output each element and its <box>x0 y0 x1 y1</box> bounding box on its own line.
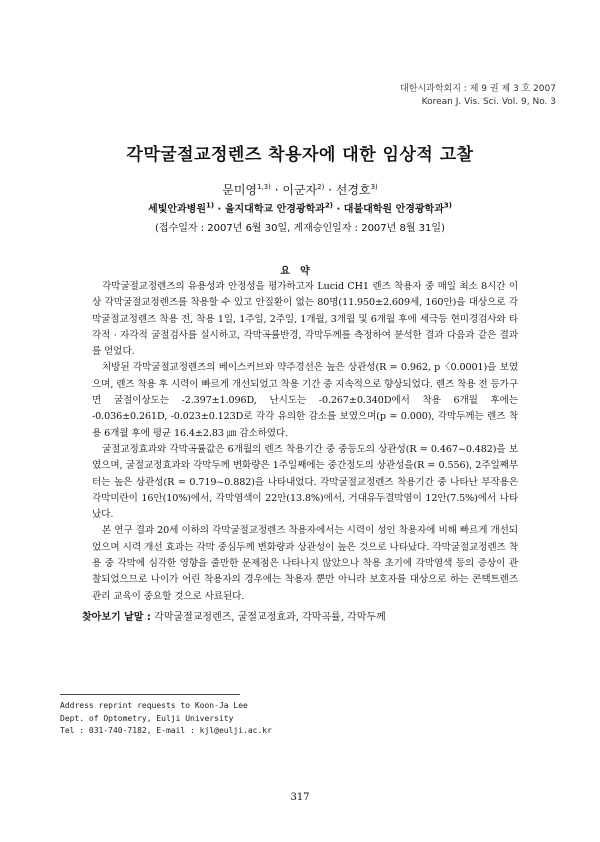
keywords-items: 각막굴절교정렌즈, 굴절교정효과, 각막곡률, 각막두께 <box>154 612 386 623</box>
journal-korean-line: 대한시과학회지 : 제 9 권 제 3 호 2007 <box>400 84 556 94</box>
abstract-heading: 요약 <box>280 266 320 277</box>
abstract-paragraph: 본 연구 결과 20세 이하의 각막굴절교정렌즈 착용자에서는 시력이 성인 착용자에 비해 빠르게 개선되었으며 시력 개선 효과는 각막 중심두께 변화량과 상관성이 높은 것으로 나타났다. 각막굴절교정렌즈 착용 중 각막에 심각한 영향을 줄만한 문제점은 나타나지 않았으나 착용 초기에 각막염색 등의 증상이 관찰되었으므로 나이가 어린 착용자의 경우에는 착용자 뿐만 아니라 보호자를 대상으로 하는 콘택트렌즈 관리 교육이 중요할 것으로 사료된다. <box>92 525 518 602</box>
affiliation-mark: 2) <box>324 201 334 210</box>
page-number: 317 <box>290 792 310 803</box>
keywords-label: 찾아보기 낱말 : <box>82 612 151 623</box>
author-affiliation-mark: 3) <box>370 183 378 191</box>
reprint-footnote <box>60 700 272 738</box>
abstract-paragraph: 각막굴절교정렌즈의 유용성과 안정성을 평가하고자 Lucid CH1 렌즈 착용자 중 매일 최소 8시간 이상 각막굴절교정렌즈를 착용할 수 있고 안질환이 없는 80명(11.950±2.609세, 160안)을 대상으로 각막굴절교정렌즈 착용 전, 착용 1일, 1주일, 2주일, 1개월, 3개월 및 6개월 후에 세극등 현미경검사와 타각적 · 자각적 굴절검사를 실시하고, 각막곡률반경, 각막두께를 측정하여 분석한 결과 다음과 같은 결과를 얻었다. <box>92 281 518 358</box>
journal-header <box>400 83 556 109</box>
author-separator: · <box>270 183 283 197</box>
affiliation: 대불대학원 안경광학과 <box>343 204 444 215</box>
affiliation-separator: · <box>333 204 344 215</box>
abstract-paragraph: 처방된 각막굴절교정렌즈의 베이스커브와 약주경선은 높은 상관성(R = 0.962, p〈0.0001)을 보였으며, 렌즈 착용 후 시력이 빠르게 개선되었고 착용 기간 중 지속적으로 향상되었다. 렌즈 착용 전 등가구면 굴절이상도는 -2.397±1.096D, 난시도는 -0.267±0.340D에서 착용 6개월 후에는 -0.036±0.261D, -0.023±0.123D로 각각 유의한 감소를 보였으며(p = 0.000), 각막두께는 렌즈 착용 6개월 후에 평균 16.4±2.83 ㎛ 감소하였다. <box>92 362 519 439</box>
author-affiliation-mark: 1,3) <box>257 183 271 191</box>
paper-title: 각막굴절교정렌즈 착용자에 대한 임상적 고찰 <box>126 145 474 165</box>
abstract-body <box>92 279 518 605</box>
author-name: 선경호 <box>335 183 371 197</box>
author-name: 문미영 <box>222 183 258 197</box>
reprint-line: Address reprint requests to Koon-Ja Lee <box>60 701 248 710</box>
author-name: 이군자 <box>282 183 318 197</box>
affiliation: 세빛안과병원 <box>148 204 206 215</box>
affiliation-list <box>0 200 600 215</box>
author-separator: · <box>324 183 336 197</box>
author-affiliation-mark: 2) <box>317 183 325 191</box>
keywords <box>82 608 532 623</box>
affiliation-mark: 3) <box>443 201 452 210</box>
affiliation-mark: 1) <box>206 201 215 210</box>
affiliation: 을지대학교 안경광학과 <box>224 204 325 215</box>
submission-dates: (접수일자 : 2007년 6월 30일, 게재승인일자 : 2007년 8월 31일) <box>155 223 445 234</box>
author-list <box>0 181 600 198</box>
reprint-contact: Tel : 031-740-7182, E-mail : kjl@eulji.ac.kr <box>60 726 272 735</box>
journal-english-line: Korean J. Vis. Sci. Vol. 9, No. 3 <box>421 97 556 107</box>
footnote-divider <box>60 694 240 695</box>
abstract-paragraph: 굴절교정효과와 각막곡률값은 6개월의 렌즈 착용기간 중 중등도의 상관성(R = 0.467~0.482)을 보였으며, 굴절교정효과와 각막두께 변화량은 1주일째에는 중간정도의 상관성을(R = 0.556), 2주일째부터는 높은 상관성(R = 0.719~0.882)을 나타내었다. 각막굴절교정렌즈 착용기간 중 나타난 부작용은 각막미란이 16안(10%)에서, 각막염색이 22안(13.8%)에서, 거대유두결막염이 12안(7.5%)에서 나타났다. <box>92 443 518 521</box>
reprint-line: Dept. of Optometry, Eulji University <box>60 713 234 723</box>
affiliation-separator: · <box>214 204 225 215</box>
